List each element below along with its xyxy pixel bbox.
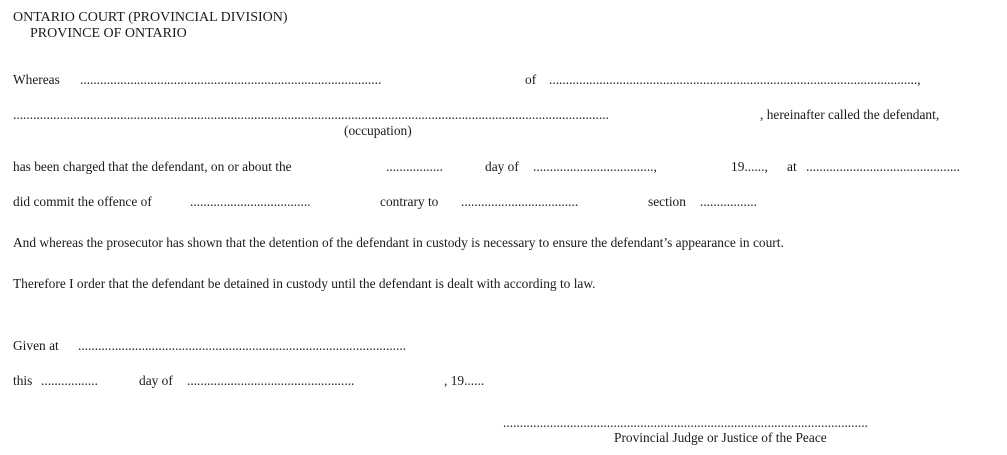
contrary-to-blank[interactable]: ................................... <box>461 194 579 209</box>
custody-paragraph: And whereas the prosecutor has shown that the detention of the defendant in custody is necessary to ensure the defendant’s appearance in court. <box>13 235 784 250</box>
charge-month-blank[interactable]: ...................................., <box>533 159 657 174</box>
charge-place-blank[interactable]: .............................................. <box>806 159 960 174</box>
hereinafter-text: , hereinafter called the defendant, <box>760 107 940 122</box>
given-at-label: Given at <box>13 338 59 353</box>
court-title: ONTARIO COURT (PROVINCIAL DIVISION) <box>13 10 288 25</box>
this-label: this <box>13 373 33 388</box>
section-blank[interactable]: ................. <box>700 194 757 209</box>
charged-text: has been charged that the defendant, on or about the <box>13 159 292 174</box>
charge-year-blank[interactable]: 19......, <box>731 159 768 174</box>
given-day-of-label: day of <box>139 373 173 388</box>
whereas-label: Whereas <box>13 72 60 87</box>
signature-caption: Provincial Judge or Justice of the Peace <box>614 430 827 445</box>
given-day-blank[interactable]: ................. <box>41 373 98 388</box>
defendant-address-blank[interactable]: .............................................................................................................., <box>549 72 921 87</box>
given-year-blank[interactable]: , 19...... <box>444 373 485 388</box>
offence-label: did commit the offence of <box>13 194 152 209</box>
given-month-blank[interactable]: .................................................. <box>187 373 355 388</box>
section-label: section <box>648 194 686 209</box>
charge-day-of-label: day of <box>485 159 519 174</box>
signature-blank[interactable]: ............................................................................................................. <box>503 415 868 430</box>
occupation-caption: (occupation) <box>344 123 412 138</box>
province-title: PROVINCE OF ONTARIO <box>30 26 187 41</box>
charge-day-blank[interactable]: ................. <box>386 159 443 174</box>
given-at-blank[interactable]: .................................................................................................. <box>78 338 407 353</box>
occupation-blank[interactable]: .................................................................................................................................................................................. <box>13 107 609 122</box>
defendant-name-blank[interactable]: .......................................................................................... <box>80 72 382 87</box>
of-label: of <box>525 72 537 87</box>
at-label: at <box>787 159 797 174</box>
order-paragraph: Therefore I order that the defendant be detained in custody until the defendant is dealt with according to law. <box>13 276 596 291</box>
offence-blank[interactable]: .................................... <box>190 194 311 209</box>
contrary-to-label: contrary to <box>380 194 439 209</box>
